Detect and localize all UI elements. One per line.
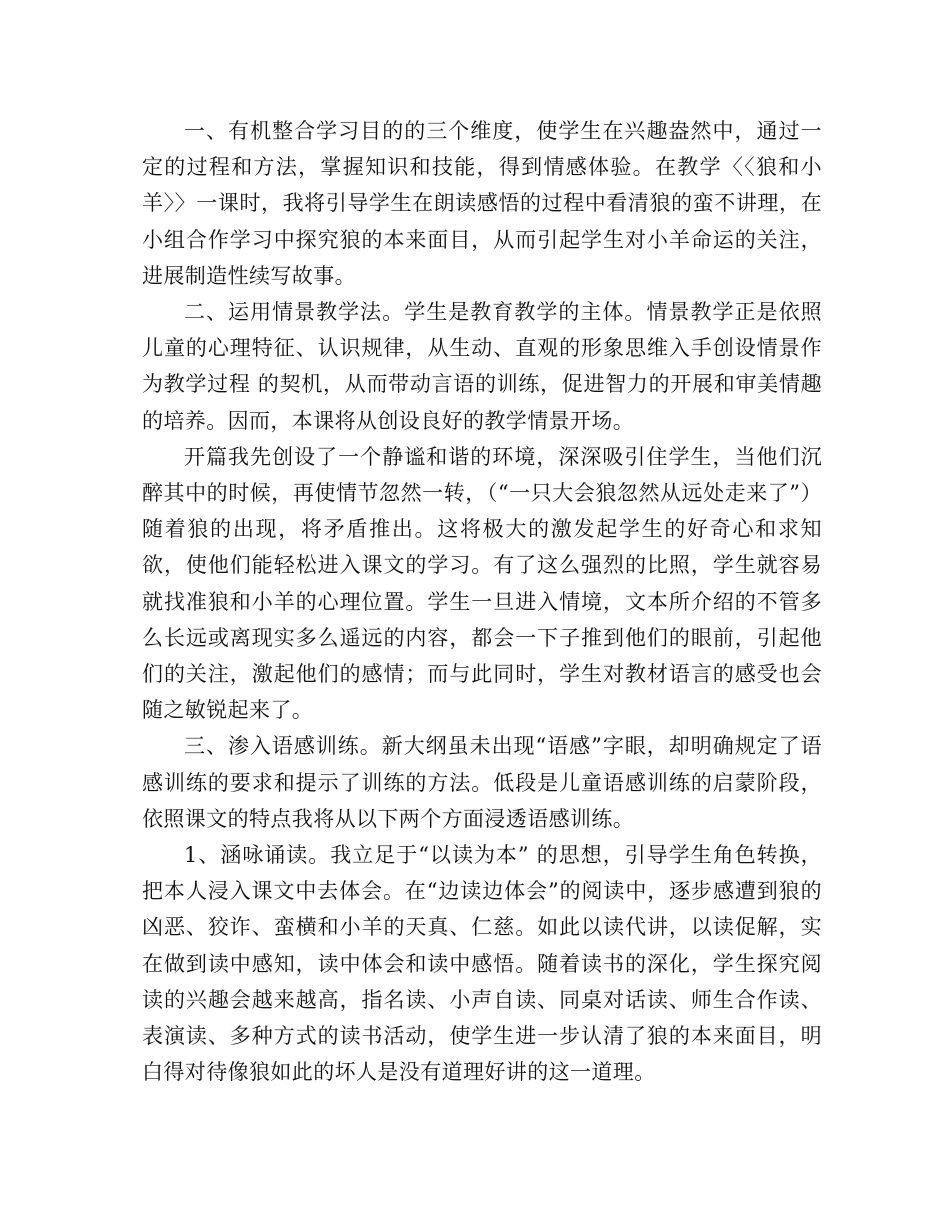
paragraph-5: 1、涵咏诵读。我立足于“以读为本” 的思想，引导学生角色转换，把本人浸入课文中去体会。在“边读边体会”的阅读中，逐步感遭到狼的凶恶、狡诈、蛮横和小羊的天真、仁慈。如此以读代讲，以读促解，实在做到读中感知，读中体会和读中感悟。随着读书的深化，学生探究阅读的兴趣会越来越高，指名读、小声自读、同桌对话读、师生合作读、表演读、多种方式的读书活动，使学生进一步认清了狼的本来面目，明白得对待像狼如此的坏人是没有道理好讲的这一道理。 (142, 843, 822, 1085)
paragraph-3: 开篇我先创设了一个静谧和谐的环境，深深吸引住学生，当他们沉醉其中的时候，再使情节忽然一转，（“一只大会狼忽然从远处走来了”）随着狼的出现，将矛盾推出。这将极大的激发起学生的好奇心和求知欲，使他们能轻松进入课文的学习。有了这么强烈的比照，学生就容易就找准狼和小羊的心理位置。学生一旦进入情境，文本所介绍的不管多么长远或离现实多么遥远的内容，都会一下子推到他们的眼前，引起他们的关注，激起他们的感情；而与此同时，学生对教材语言的感受也会随之敏锐起来了。 (142, 444, 822, 723)
paragraph-4: 三、渗入语感训练。新大纲虽未出现“语感”字眼，却明确规定了语感训练的要求和提示了训练的方法。低段是儿童语感训练的启蒙阶段，依照课文的特点我将从以下两个方面浸透语感训练。 (142, 734, 822, 831)
paragraph-1: 一、有机整合学习目的的三个维度，使学生在兴趣盎然中，通过一定的过程和方法，掌握知识和技能，得到情感体验。在教学〈〈狼和小羊〉〉一课时，我将引导学生在朗读感悟的过程中看清狼的蛮不讲理，在小组合作学习中探究狼的本来面目，从而引起学生对小羊命运的关注，进展制造性续写故事。 (142, 119, 822, 288)
document-body (142, 113, 822, 1090)
paragraph-2: 二、运用情景教学法。学生是教育教学的主体。情景教学正是依照儿童的心理特征、认识规律，从生动、直观的形象思维入手创设情景作为教学过程 的契机，从而带动言语的训练，促进智力的开展和审美情趣的培养。因而，本课将从创设良好的教学情景开场。 (142, 300, 822, 433)
